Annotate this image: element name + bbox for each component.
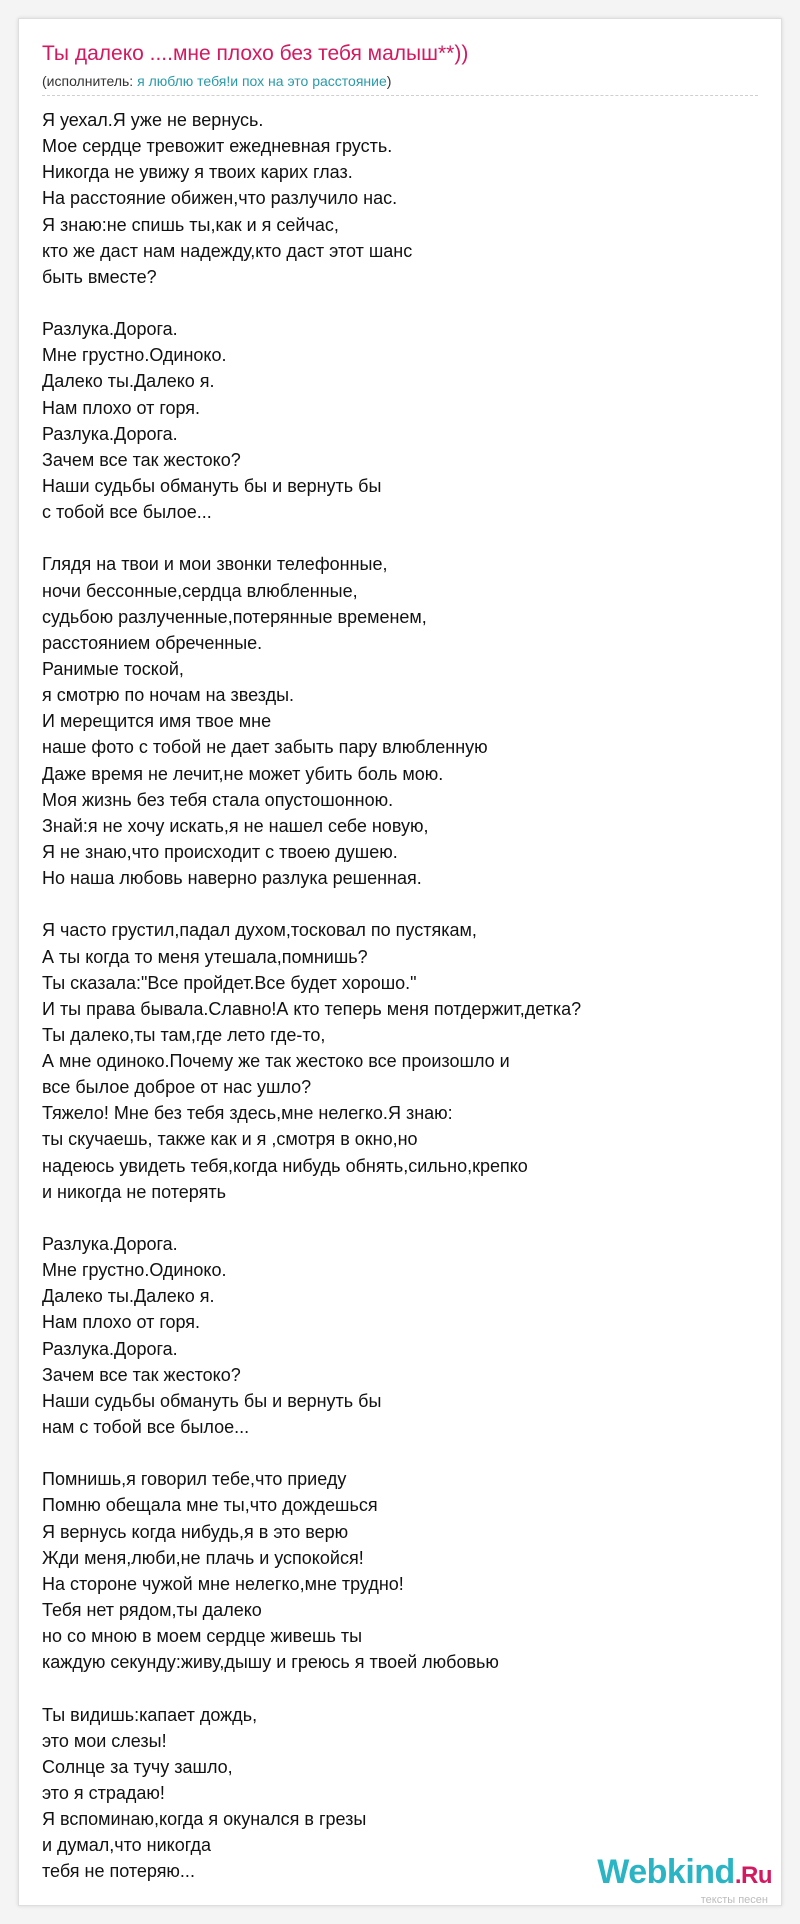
- lyric-line: Я не знаю,что происходит с твоею душею.: [42, 841, 398, 862]
- lyric-line: Глядя на твои и мои звонки телефонные,: [42, 554, 388, 575]
- lyric-line: Наши судьбы обмануть бы и вернуть бы: [42, 1390, 382, 1411]
- lyric-line: Ты далеко,ты там,где лето где-то,: [42, 1024, 326, 1045]
- lyric-line: я смотрю по ночам на звезды.: [42, 685, 295, 706]
- lyric-line: быть вместе?: [42, 266, 157, 287]
- artist-link[interactable]: я люблю тебя!и пох на это расстояние: [137, 73, 387, 89]
- song-title: Ты далеко ....мне плохо без тебя малыш**)): [42, 42, 469, 65]
- lyric-line: Ранимые тоской,: [42, 658, 184, 679]
- lyric-line: Мое сердце тревожит ежедневная грусть.: [42, 136, 393, 157]
- lyric-line: Зачем все так жестоко?: [42, 1364, 241, 1385]
- lyric-line: Помнишь,я говорил тебе,что приеду: [42, 1469, 347, 1490]
- lyric-line: Разлука.Дорога.: [42, 1234, 178, 1255]
- lyric-line: ночи бессонные,сердца влюбленные,: [42, 580, 358, 601]
- lyric-line: с тобой все былое...: [42, 502, 212, 523]
- lyric-line: но со мною в моем сердце живешь ты: [42, 1626, 363, 1647]
- lyric-line: кто же даст нам надежду,кто даст этот шанс: [42, 240, 413, 261]
- lyric-line: Мне грустно.Одиноко.: [42, 345, 227, 366]
- lyric-line: каждую секунду:живу,дышу и греюсь я твоей любовью: [42, 1652, 499, 1673]
- lyric-line: Нам плохо от горя.: [42, 397, 201, 418]
- lyrics-body: [42, 107, 758, 1885]
- lyric-line: Жди меня,люби,не плачь и успокойся!: [42, 1547, 364, 1568]
- lyric-line: А мне одиноко.Почему же так жестоко все произошло и: [42, 1051, 510, 1072]
- artist-suffix: ): [386, 73, 392, 89]
- lyric-line: и никогда не потерять: [42, 1181, 226, 1202]
- lyric-line: все былое доброе от нас ушло?: [42, 1077, 312, 1098]
- lyric-line: И ты права бывала.Славно!А кто теперь меня потдержит,детка?: [42, 998, 582, 1019]
- lyric-line: судьбою разлученные,потерянные временем,: [42, 606, 427, 627]
- lyric-line: Я знаю:не спишь ты,как и я сейчас,: [42, 214, 339, 235]
- lyric-line: А ты когда то меня утешала,помнишь?: [42, 946, 368, 967]
- lyric-line: это я страдаю!: [42, 1783, 165, 1803]
- lyric-line: Тебя нет рядом,ты далеко: [42, 1600, 262, 1621]
- lyric-line: и думал,что никогда: [42, 1835, 212, 1856]
- artist-line: [42, 73, 391, 89]
- stanza-break: [42, 1440, 758, 1466]
- lyric-line: Зачем все так жестоко?: [42, 449, 241, 470]
- lyric-line: Моя жизнь без тебя стала опустошонною.: [42, 789, 394, 810]
- stanza-break: [42, 525, 758, 551]
- lyric-line: Я уехал.Я уже не вернусь.: [42, 110, 264, 130]
- stanza-break: [42, 290, 758, 316]
- lyric-line: Солнце за тучу зашло,: [42, 1756, 233, 1777]
- lyric-line: Разлука.Дорога.: [42, 1338, 178, 1359]
- watermark-tagline: тексты песен: [700, 1894, 768, 1906]
- watermark-tld: .Ru: [734, 1862, 772, 1889]
- watermark-logo: [582, 1855, 772, 1893]
- lyric-line: Мне грустно.Одиноко.: [42, 1260, 227, 1281]
- lyric-line: И мерещится имя твое мне: [42, 711, 272, 732]
- lyric-line: Но наша любовь наверно разлука решенная.: [42, 868, 422, 889]
- lyric-line: Разлука.Дорога.: [42, 423, 178, 444]
- lyric-line: Ты сказала:"Все пройдет.Все будет хорошо.": [42, 972, 417, 993]
- lyric-line: Наши судьбы обмануть бы и вернуть бы: [42, 475, 382, 496]
- lyric-line: На расстояние обижен,что разлучило нас.: [42, 188, 398, 209]
- lyric-line: наше фото с тобой не дает забыть пару влюбленную: [42, 737, 488, 758]
- lyric-line: тебя не потеряю...: [42, 1861, 195, 1882]
- header-divider: [42, 95, 758, 96]
- lyric-line: Знай:я не хочу искать,я не нашел себе новую,: [42, 815, 429, 836]
- lyric-line: Никогда не увижу я твоих карих глаз.: [42, 162, 353, 183]
- lyric-line: На стороне чужой мне нелегко,мне трудно!: [42, 1573, 404, 1594]
- lyric-line: это мои слезы!: [42, 1730, 167, 1751]
- watermark-brand: Webkind: [597, 1853, 735, 1891]
- lyric-line: нам с тобой все былое...: [42, 1417, 250, 1438]
- lyric-line: Нам плохо от горя.: [42, 1312, 201, 1333]
- lyric-line: надеюсь увидеть тебя,когда нибудь обнять,сильно,крепко: [42, 1155, 528, 1176]
- lyric-line: Помню обещала мне ты,что дождешься: [42, 1495, 378, 1516]
- lyric-line: расстоянием обреченные.: [42, 632, 263, 653]
- lyric-line: Разлука.Дорога.: [42, 319, 178, 340]
- lyric-line: ты скучаешь, также как и я ,смотря в окно,но: [42, 1129, 418, 1150]
- site-watermark: [582, 1855, 772, 1906]
- artist-prefix: (исполнитель:: [42, 73, 138, 89]
- lyric-line: Ты видишь:капает дождь,: [42, 1704, 258, 1725]
- stanza-break: [42, 891, 758, 917]
- lyric-line: Тяжело! Мне без тебя здесь,мне нелегко.Я знаю:: [42, 1103, 453, 1124]
- lyric-line: Далеко ты.Далеко я.: [42, 1286, 215, 1307]
- lyric-line: Я часто грустил,падал духом,тосковал по пустякам,: [42, 920, 477, 941]
- lyric-line: Я вернусь когда нибудь,я в это верю: [42, 1521, 349, 1542]
- lyric-line: Далеко ты.Далеко я.: [42, 371, 215, 392]
- stanza-break: [42, 1205, 758, 1231]
- lyric-line: Я вспоминаю,когда я окунался в грезы: [42, 1809, 367, 1830]
- stanza-break: [42, 1675, 758, 1701]
- lyric-line: Даже время не лечит,не может убить боль мою.: [42, 763, 444, 784]
